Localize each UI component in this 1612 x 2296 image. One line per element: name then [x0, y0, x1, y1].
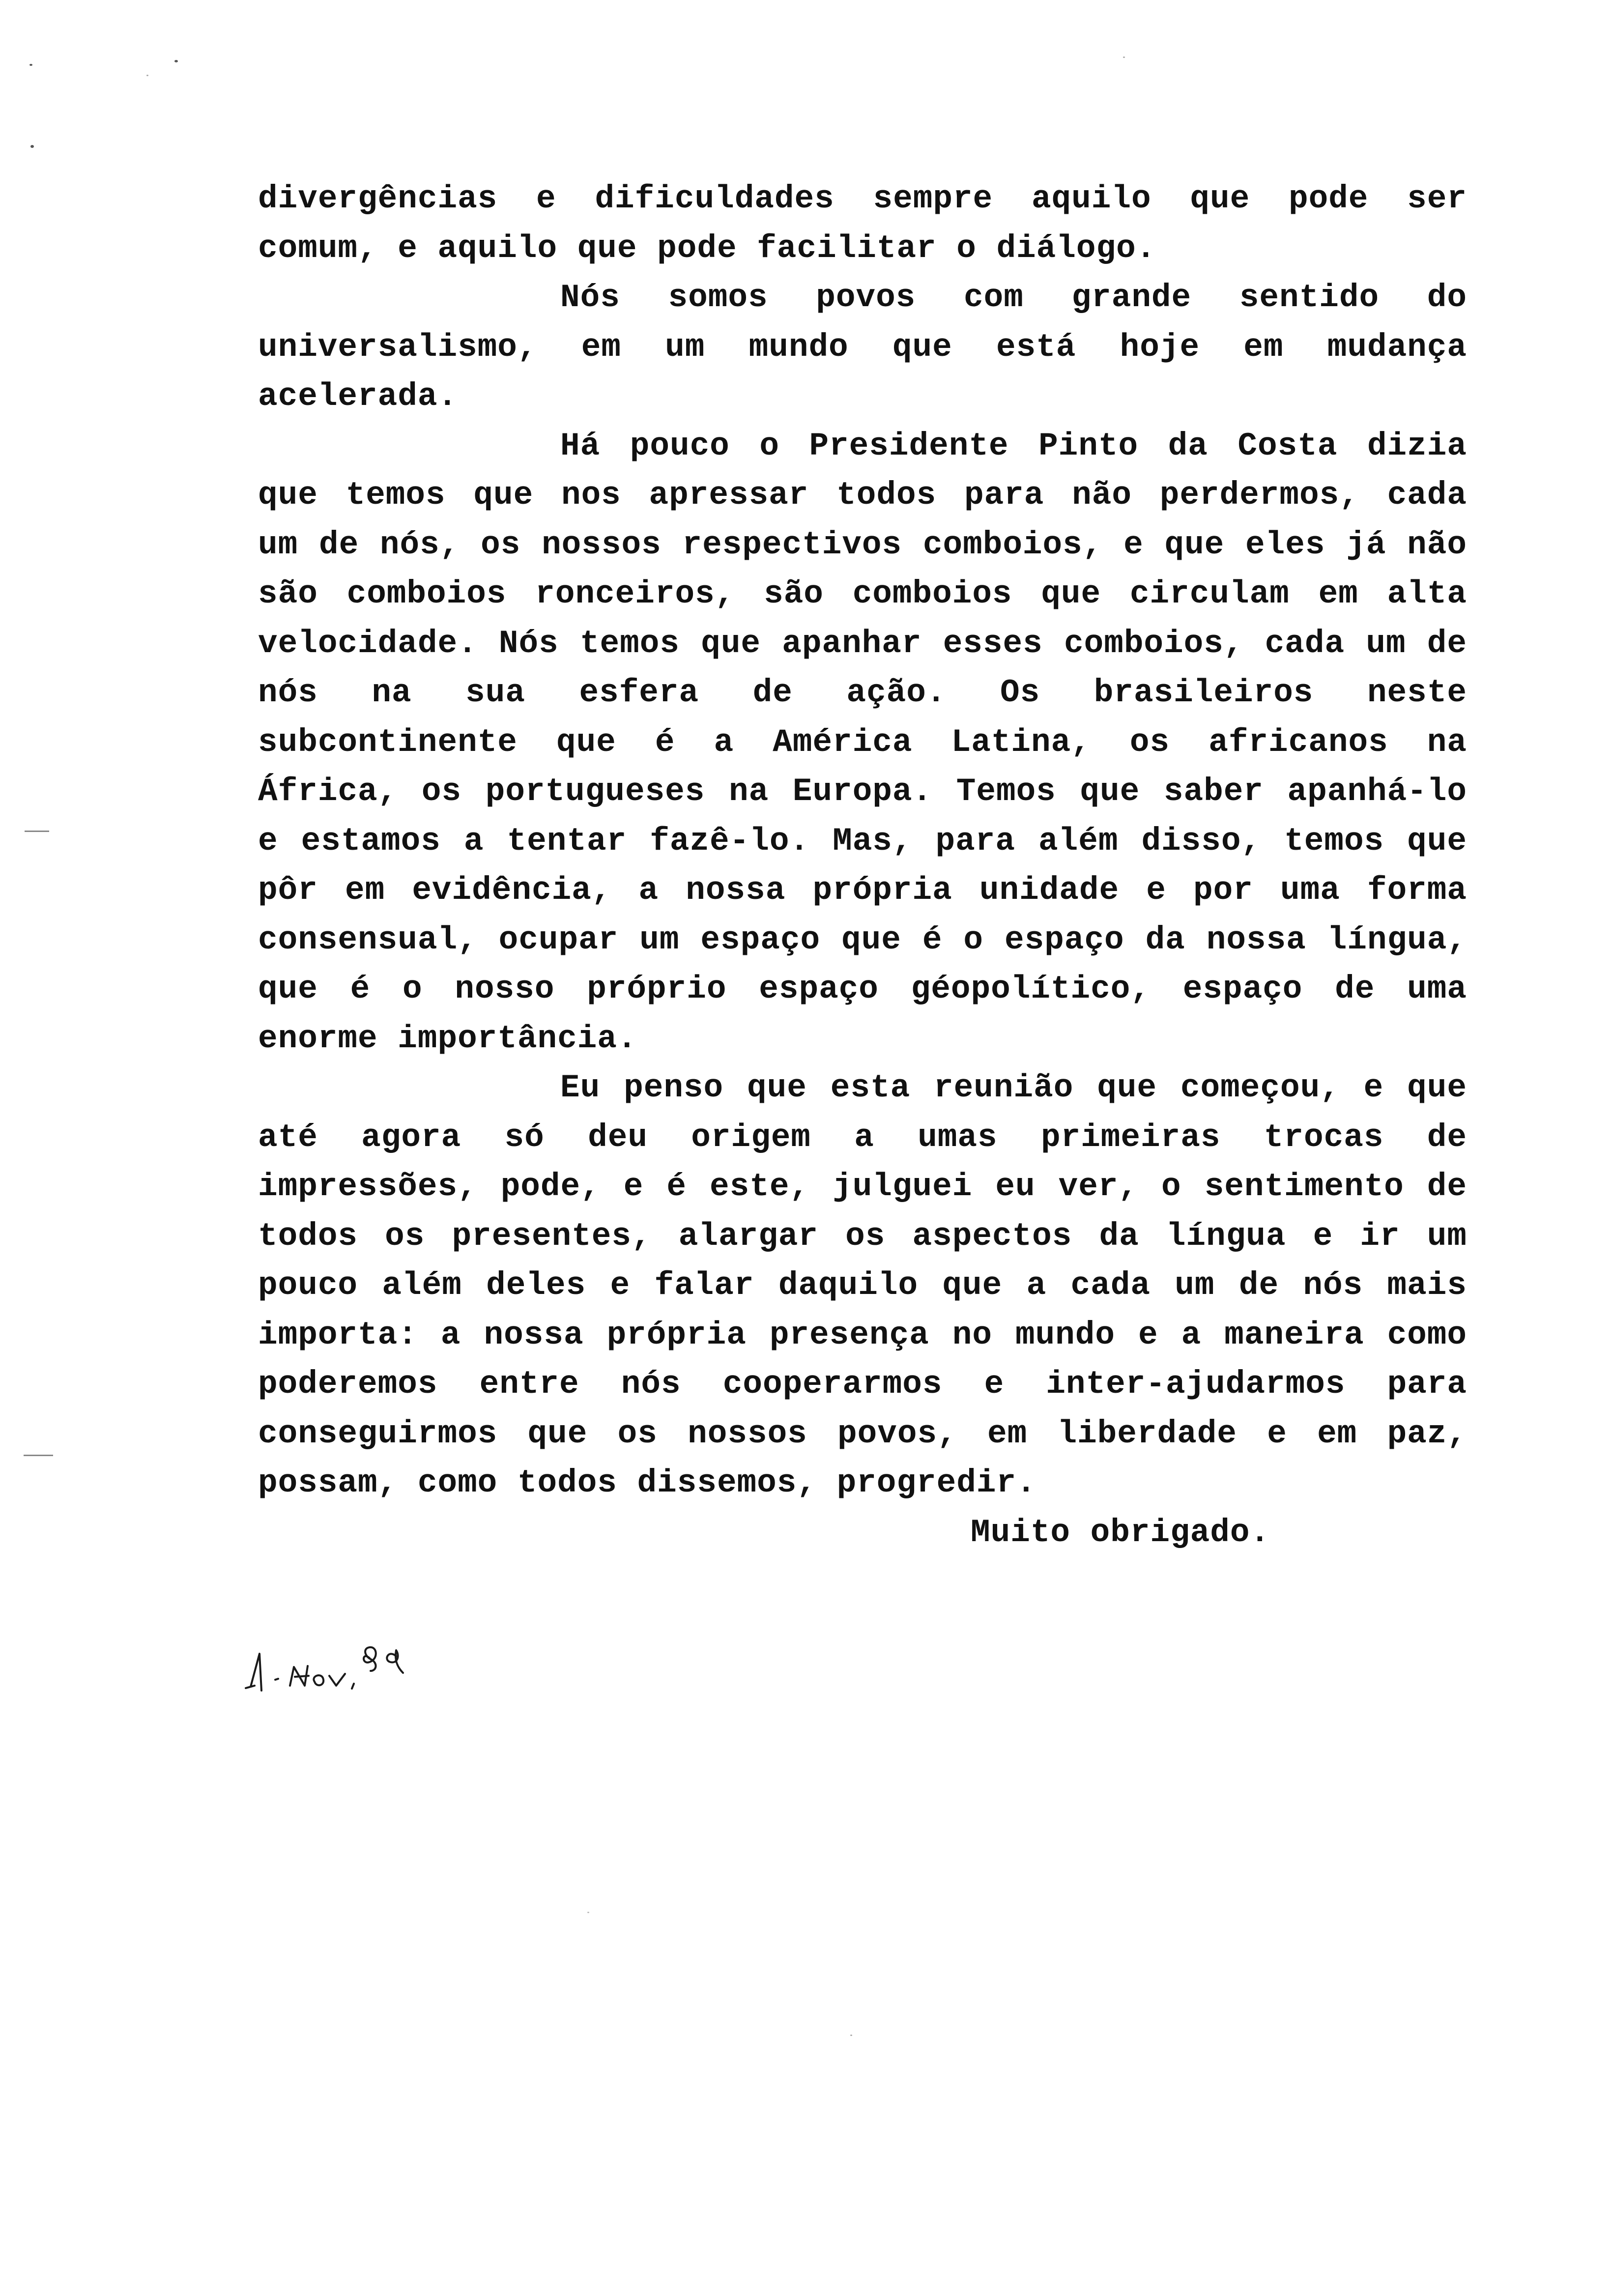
text-line: possam, como todos dissemos, progredir. [258, 1464, 1036, 1501]
text-line: poderemos entre nós cooperarmos e inter-ajudarmos para [258, 1366, 1467, 1403]
margin-mark [25, 831, 49, 832]
text-line: subcontinente que é a América Latina, os africanos na [258, 723, 1467, 761]
text-line: enorme importância. [258, 1020, 637, 1057]
scan-speck [850, 2035, 852, 2036]
text-line: todos os presentes, alargar os aspectos da língua e ir um [258, 1217, 1467, 1255]
text-line: são comboios ronceiros, são comboios que circulam em alta [258, 575, 1467, 612]
text-line: até agora só deu origem a umas primeiras trocas de [258, 1119, 1467, 1156]
text-line: pouco além deles e falar daquilo que a cada um de nós mais [258, 1267, 1467, 1304]
text-line: importa: a nossa própria presença no mundo e a maneira como [258, 1316, 1467, 1353]
text-line: que é o nosso próprio espaço géopolítico, espaço de uma [258, 971, 1467, 1007]
scan-speck [1123, 57, 1125, 58]
speech-text [258, 174, 1467, 1557]
text-line: divergências e dificuldades sempre aquilo que pode ser [258, 180, 1467, 217]
paragraph-start-line: Eu penso que esta reunião que começou, e que [560, 1069, 1467, 1106]
text-line: e estamos a tentar fazê-lo. Mas, para além disso, temos que [258, 822, 1467, 860]
text-line: nós na sua esfera de ação. Os brasileiros neste [258, 674, 1467, 711]
text-line: velocidade. Nós temos que apanhar esses comboios, cada um de [258, 625, 1467, 662]
text-line: um de nós, os nossos respectivos comboios, e que eles já não [258, 526, 1467, 563]
scan-speck [30, 145, 34, 148]
text-line: África, os portugueses na Europa. Temos que saber apanhá-lo [258, 773, 1467, 810]
text-line: acelerada. [258, 378, 458, 415]
text-line: universalismo, em um mundo que está hoje em mudança [258, 328, 1467, 366]
text-line: pôr em evidência, a nossa própria unidade e por uma forma [258, 872, 1467, 909]
text-line: consensual, ocupar um espaço que é o espaço da nossa língua, [258, 921, 1467, 958]
text-line: impressões, pode, e é este, julguei eu ver, o sentimento de [258, 1168, 1467, 1205]
scan-speck [587, 1912, 589, 1913]
text-line: que temos que nos apressar todos para não perdermos, cada [258, 477, 1467, 514]
paragraph-start-line: Nós somos povos com grande sentido do [560, 279, 1467, 316]
paragraph-start-line: Há pouco o Presidente Pinto da Costa dizia [560, 427, 1467, 464]
scan-speck [174, 60, 178, 62]
text-line: comum, e aquilo que pode facilitar o diálogo. [258, 230, 1156, 267]
scan-speck [146, 75, 148, 76]
margin-mark [24, 1455, 53, 1456]
closing-line: Muito obrigado. [971, 1514, 1270, 1551]
scan-speck [29, 64, 32, 66]
text-line: conseguirmos que os nossos povos, em liberdade e em paz, [258, 1415, 1467, 1452]
handwritten-date [236, 1636, 491, 1715]
